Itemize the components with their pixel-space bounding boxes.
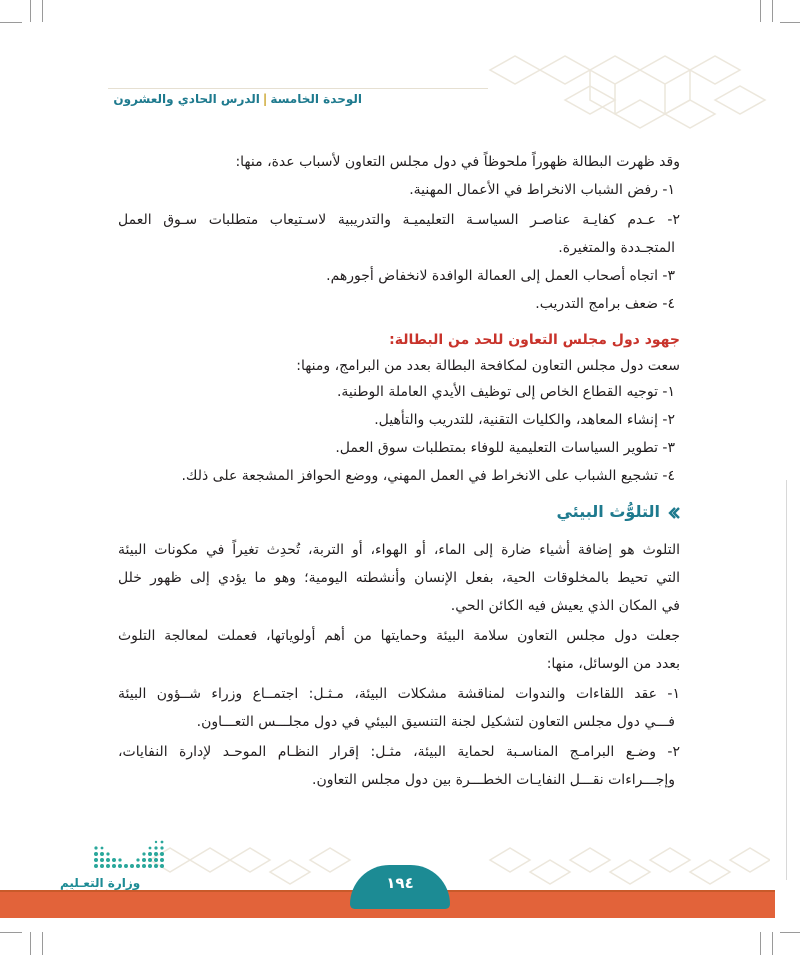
effort-item: ٢- إنشاء المعاهد، والكليات التقنية، للتدريب والتأهيل. bbox=[374, 412, 675, 428]
header-separator: | bbox=[262, 92, 268, 106]
cause-item: ٣- اتجاه أصحاب العمل إلى العمالة الوافدة لانخفاض أجورهم. bbox=[326, 268, 675, 284]
crop-mark bbox=[760, 0, 761, 22]
crop-mark bbox=[42, 0, 43, 22]
crop-mark bbox=[30, 932, 31, 955]
effort-item: ٣- تطوير السياسات التعليمية للوفاء بمتطلبات سوق العمل. bbox=[335, 440, 675, 456]
crop-mark bbox=[760, 932, 761, 955]
crop-mark bbox=[780, 932, 800, 933]
lesson-label: الدرس الحادي والعشرون bbox=[113, 92, 260, 106]
crop-mark bbox=[780, 22, 800, 23]
crop-mark bbox=[0, 932, 22, 933]
decorative-pattern bbox=[430, 30, 770, 140]
ministry-logo-icon bbox=[90, 838, 170, 874]
pollution-line: في المكان الذي يعيش فيه الكائن الحي. bbox=[450, 598, 680, 614]
intro-paragraph: وقد ظهرت البطالة ظهوراً ملحوظاً في دول مجلس التعاون لأسباب عدة، منها: bbox=[235, 154, 680, 170]
crop-mark bbox=[30, 0, 31, 22]
cause-item: ٢- عـدم كفايـة عناصـر السياسـة التعليميـة والتدريبية لاسـتيعاب متطلبات سـوق العمل bbox=[118, 212, 680, 228]
effort-item: ٤- تشجيع الشباب على الانخراط في العمل المهني، ووضع الحوافز المشجعة على ذلك. bbox=[181, 468, 675, 484]
crop-mark bbox=[42, 932, 43, 955]
pollution-line: فـــي دول مجلس التعاون لتشكيل لجنة التنسيق البيئي في دول مجلـــس التعـــاون. bbox=[196, 714, 675, 730]
ministry-name-ar: وزارة التعـليم bbox=[60, 876, 141, 890]
pollution-line: جعلت دول مجلس التعاون سلامة البيئة وحمايتها من أهم أولوياتها، فعملت لمعالجة التلوث bbox=[118, 628, 680, 644]
page-number: ١٩٤ bbox=[386, 874, 414, 892]
efforts-intro: سعت دول مجلس التعاون لمكافحة البطالة بعدد من البرامج، ومنها: bbox=[296, 358, 680, 374]
pollution-title: التلوُّث البيئي bbox=[556, 502, 660, 521]
cause-item: ١- رفض الشباب الانخراط في الأعمال المهنية. bbox=[409, 182, 675, 198]
cause-item-continued: المتجـددة والمتغيرة. bbox=[558, 240, 675, 256]
efforts-heading: جهود دول مجلس التعاون للحد من البطالة: bbox=[389, 332, 680, 348]
crop-mark bbox=[0, 22, 22, 23]
running-head bbox=[42, 92, 362, 106]
pollution-line: بعدد من الوسائل، منها: bbox=[546, 656, 680, 672]
pollution-line: ١- عقد اللقاءات والندوات لمناقشة مشكلات البيئة، مـثـل: اجتمــاع وزراء شــؤون البيئة bbox=[118, 686, 680, 702]
pollution-line: ٢- وضـع البرامـج المناسـبة لحماية البيئة، مثـل: إقرار النظـام الموحـد لإدارة النفايات، bbox=[118, 744, 680, 760]
unit-label: الوحدة الخامسة bbox=[270, 92, 362, 106]
crop-mark bbox=[772, 0, 773, 22]
double-chevron-icon bbox=[666, 506, 680, 520]
pollution-line: وإجـــراءات نقـــل النفايـات الخطـــرة بين دول مجلس التعاون. bbox=[312, 772, 675, 788]
decorative-pattern-bottom bbox=[130, 820, 770, 892]
cause-item: ٤- ضعف برامج التدريب. bbox=[535, 296, 675, 312]
pollution-line: التلوث هو إضافة أشياء ضارة إلى الماء، أو الهواء، أو التربة، تُحدِث تغيراً في مكونات البيئة bbox=[118, 542, 680, 558]
effort-item: ١- توجيه القطاع الخاص إلى توظيف الأيدي العاملة الوطنية. bbox=[336, 384, 675, 400]
pollution-line: التي تحيط بالمخلوقات الحية، بفعل الإنسان وأنشطته اليومية؛ وهو ما يؤدي إلى ظهور خلل bbox=[118, 570, 680, 586]
crop-mark bbox=[772, 932, 773, 955]
section-title bbox=[556, 502, 680, 522]
section-title-row bbox=[118, 502, 680, 526]
side-rule bbox=[786, 480, 787, 880]
header-rule bbox=[108, 88, 488, 89]
